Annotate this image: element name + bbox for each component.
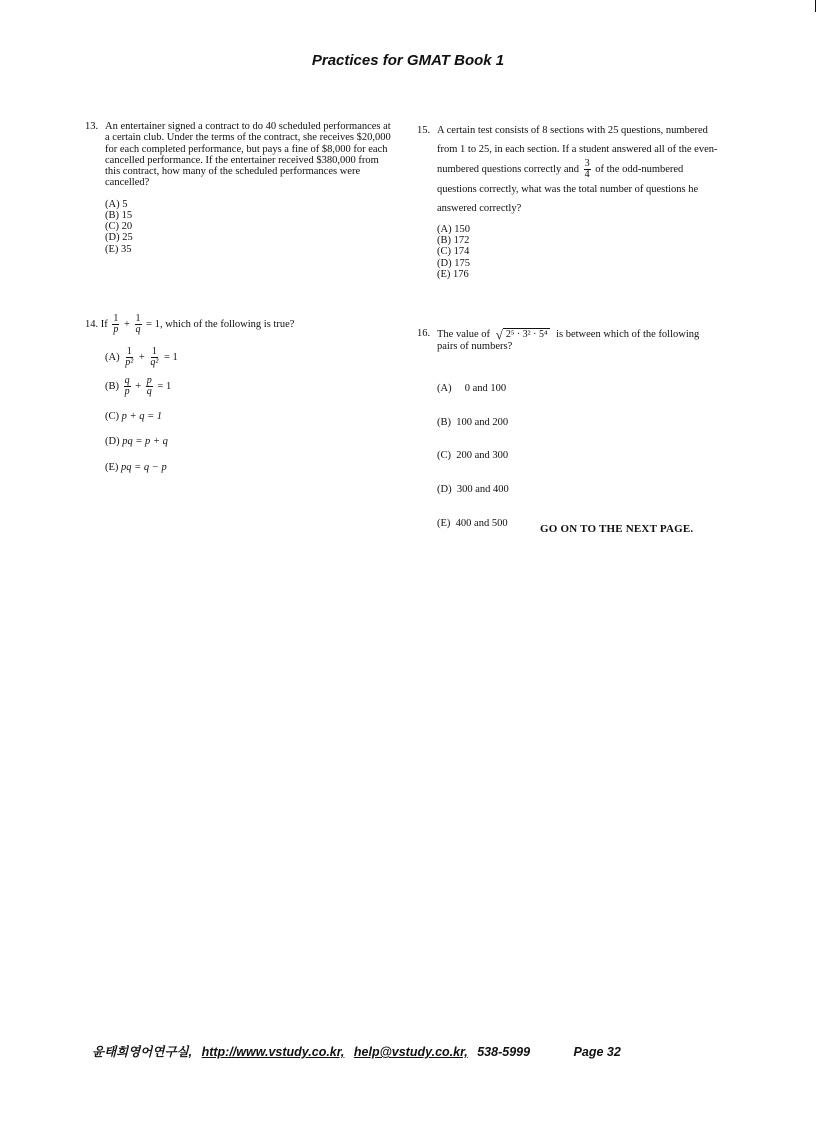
frac-den: q xyxy=(135,324,141,335)
frac-den: 4 xyxy=(584,169,590,180)
frac-den: q² xyxy=(150,357,159,368)
footer-email-link[interactable]: help@vstudy.co.kr, xyxy=(353,1045,468,1059)
option-a[interactable]: (A) 5 xyxy=(105,198,128,210)
fraction-p-over-q xyxy=(146,376,153,397)
fraction-1-over-q xyxy=(135,314,142,335)
frac-num: 1 xyxy=(151,346,157,357)
fraction-1-over-p xyxy=(112,314,119,335)
footer-url-link[interactable]: http://www.vstudy.co.kr, xyxy=(201,1045,345,1059)
question-16-text-before: The value of xyxy=(437,328,491,340)
option-d-text: pq = p + q xyxy=(122,436,168,448)
question-15-text-after: of the odd-numbered questions correctly, what was the total number of questions he answered correctly? xyxy=(437,163,699,214)
option-e[interactable]: (E) 400 and 500 xyxy=(437,518,508,530)
question-13-number: 13. xyxy=(85,121,99,132)
question-16 xyxy=(417,328,722,552)
page-title: Practices for GMAT Book 1 xyxy=(311,52,505,69)
question-15-number: 15. xyxy=(417,125,431,136)
frac-num: p xyxy=(146,375,152,386)
question-15 xyxy=(417,121,722,280)
question-16-number: 16. xyxy=(417,328,431,339)
question-13-options xyxy=(105,199,395,255)
option-e-label: (E) xyxy=(105,461,119,473)
option-d[interactable]: (D) 300 and 400 xyxy=(437,484,509,496)
fraction-three-quarters xyxy=(584,159,591,180)
option-d[interactable]: (D) 175 xyxy=(437,257,470,269)
footer-phone: 538-5999 xyxy=(477,1045,531,1059)
fraction-1-over-p2 xyxy=(124,347,134,368)
option-c-text: p + q = 1 xyxy=(121,411,163,422)
option-c[interactable]: (C) 174 xyxy=(437,246,470,258)
option-c[interactable]: (C) 20 xyxy=(105,221,133,233)
option-b[interactable]: (B) 15 xyxy=(105,209,133,221)
frac-den: p xyxy=(113,324,119,335)
frac-den: q xyxy=(146,386,152,397)
question-14-stem xyxy=(85,314,405,335)
fraction-1-over-q2 xyxy=(149,347,159,368)
option-d[interactable] xyxy=(105,436,405,447)
radical-sign: √ xyxy=(495,327,503,342)
equals-one: = 1 xyxy=(157,380,172,392)
option-c-label: (C) xyxy=(105,411,119,422)
fraction-q-over-p xyxy=(124,376,131,397)
question-15-text-before: A certain test consists of 8 sections with 25 questions, numbered from 1 to 25, in each section. If a student answered all of the even-numbered questions correctly and xyxy=(437,125,718,175)
option-e[interactable] xyxy=(105,462,405,473)
footer-org: 윤태희영어연구실, xyxy=(92,1045,193,1059)
next-page-notice: GO ON TO THE NEXT PAGE. xyxy=(540,523,694,535)
option-b[interactable]: (B) 100 and 200 xyxy=(437,416,509,428)
option-e[interactable]: (E) 35 xyxy=(105,243,132,255)
plus-sign: + xyxy=(138,351,145,363)
frac-num: 1 xyxy=(113,313,119,324)
equals-one: = 1 xyxy=(164,351,178,363)
option-a[interactable] xyxy=(105,347,405,368)
frac-num: q xyxy=(124,375,130,386)
option-b-label: (B) xyxy=(105,380,119,392)
option-c[interactable]: (C) 200 and 300 xyxy=(437,450,509,462)
stem-suffix: = 1, which of the following is true? xyxy=(146,318,295,330)
option-a[interactable]: (A) 0 and 100 xyxy=(437,382,507,394)
frac-den: p² xyxy=(125,357,134,368)
option-d[interactable]: (D) 25 xyxy=(105,232,133,244)
frac-num: 1 xyxy=(126,346,132,357)
frac-num: 1 xyxy=(135,313,141,324)
stem-prefix: If xyxy=(100,318,108,330)
radicand: 2⁵ · 3² · 5⁴ xyxy=(503,328,551,341)
question-15-text xyxy=(437,121,722,218)
footer xyxy=(92,1042,627,1060)
plus-sign: + xyxy=(135,380,142,392)
option-b[interactable]: (B) 172 xyxy=(437,235,470,247)
option-a-label: (A) xyxy=(105,351,120,363)
option-c[interactable] xyxy=(105,411,405,422)
question-16-text xyxy=(437,328,722,352)
question-14 xyxy=(85,314,405,473)
question-13 xyxy=(85,121,395,255)
frac-den: p xyxy=(124,386,130,397)
plus-sign: + xyxy=(124,318,130,330)
option-e-text: pq = q − p xyxy=(121,461,167,473)
question-15-options xyxy=(437,224,722,280)
square-root-expression xyxy=(496,328,551,341)
footer-page-number: Page 32 xyxy=(573,1045,621,1059)
question-14-number: 14. xyxy=(85,318,99,330)
option-a[interactable]: (A) 150 xyxy=(437,224,470,235)
question-16-text-after: is between which of the following pairs of numbers? xyxy=(437,328,700,352)
question-13-text: An entertainer signed a contract to do 40 scheduled performances at a certain club. Under the terms of the contract, she receives $20,000 for each completed performance, but pays a fine of $8,000 for each cancelled performance. If the entertainer received $380,000 from this contract, how many of the scheduled performances were cancelled? xyxy=(105,121,391,189)
option-e[interactable]: (E) 176 xyxy=(437,268,469,280)
option-d-label: (D) xyxy=(105,436,120,448)
frac-num: 3 xyxy=(584,158,590,169)
option-b[interactable] xyxy=(105,376,405,397)
